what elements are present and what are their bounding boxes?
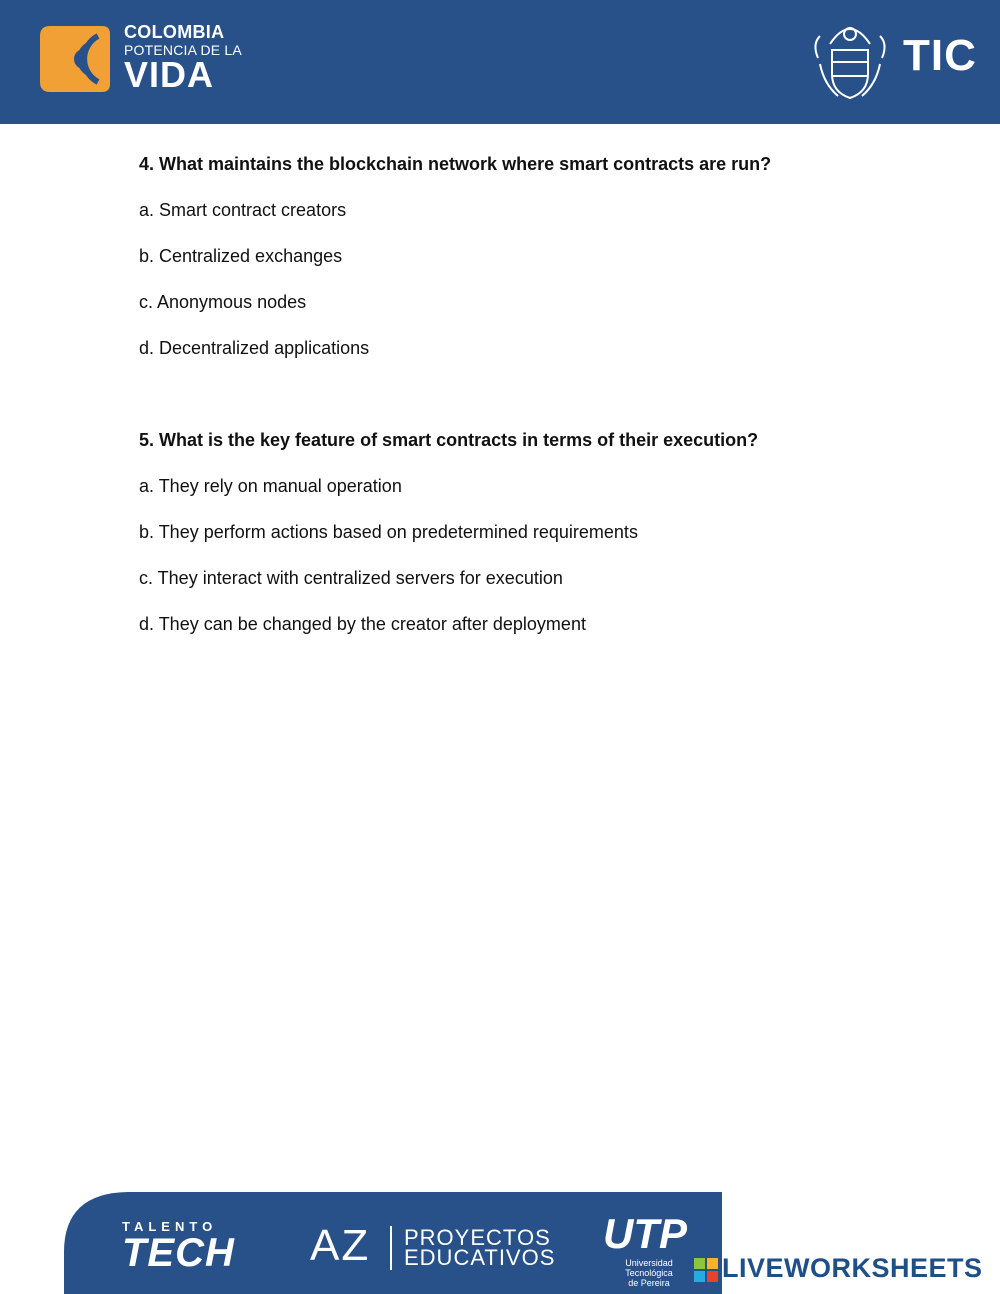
answer-option[interactable]: d. They can be changed by the creator after deployment — [139, 614, 586, 634]
utp-logo: UTP — [603, 1210, 687, 1257]
proyectos-educativos-logo — [404, 1225, 556, 1270]
colombia-potencia-logo-icon — [40, 26, 110, 92]
coat-of-arms-icon — [810, 14, 890, 104]
utp-caption-line1: Universidad Tecnológica — [625, 1258, 673, 1278]
utp-caption-line2: de Pereira — [628, 1278, 670, 1288]
brand-line3: VIDA — [124, 54, 215, 95]
proyectos-line2: EDUCATIVOS — [404, 1245, 556, 1270]
az-logo: AZ — [310, 1221, 371, 1270]
tech-label: TECH — [122, 1231, 235, 1275]
tic-label: TIC — [903, 31, 977, 80]
question-block — [139, 152, 859, 360]
question-title: 5. What is the key feature of smart contracts in terms of their execution? — [139, 430, 759, 450]
liveworksheets-logo[interactable]: LIVEWORKSHEETS — [722, 1253, 983, 1283]
question-block — [139, 428, 859, 636]
section-gap — [139, 382, 859, 428]
talento-label: TALENTO — [122, 1219, 218, 1234]
question-title: 4. What maintains the blockchain network where smart contracts are run? — [139, 154, 772, 174]
answer-option[interactable]: b. Centralized exchanges — [139, 246, 343, 266]
logo-divider — [390, 1226, 392, 1270]
answer-option[interactable]: b. They perform actions based on predetermined requirements — [139, 522, 638, 542]
brand-text — [124, 22, 242, 95]
brand-line2: POTENCIA DE LA — [124, 42, 242, 58]
answer-option[interactable]: d. Decentralized applications — [139, 338, 370, 358]
proyectos-line1: PROYECTOS — [404, 1225, 551, 1250]
answer-option[interactable]: c. They interact with centralized servers for execution — [139, 568, 563, 588]
brand-line1: COLOMBIA — [124, 22, 225, 42]
utp-caption — [601, 1258, 697, 1288]
talento-tech-logo — [122, 1219, 235, 1275]
answer-option[interactable]: c. Anonymous nodes — [139, 292, 307, 312]
answer-option[interactable]: a. Smart contract creators — [139, 200, 347, 220]
worksheet-content — [139, 152, 859, 658]
live-squares-icon — [694, 1258, 718, 1282]
header-banner — [0, 0, 1000, 124]
answer-option[interactable]: a. They rely on manual operation — [139, 476, 402, 496]
